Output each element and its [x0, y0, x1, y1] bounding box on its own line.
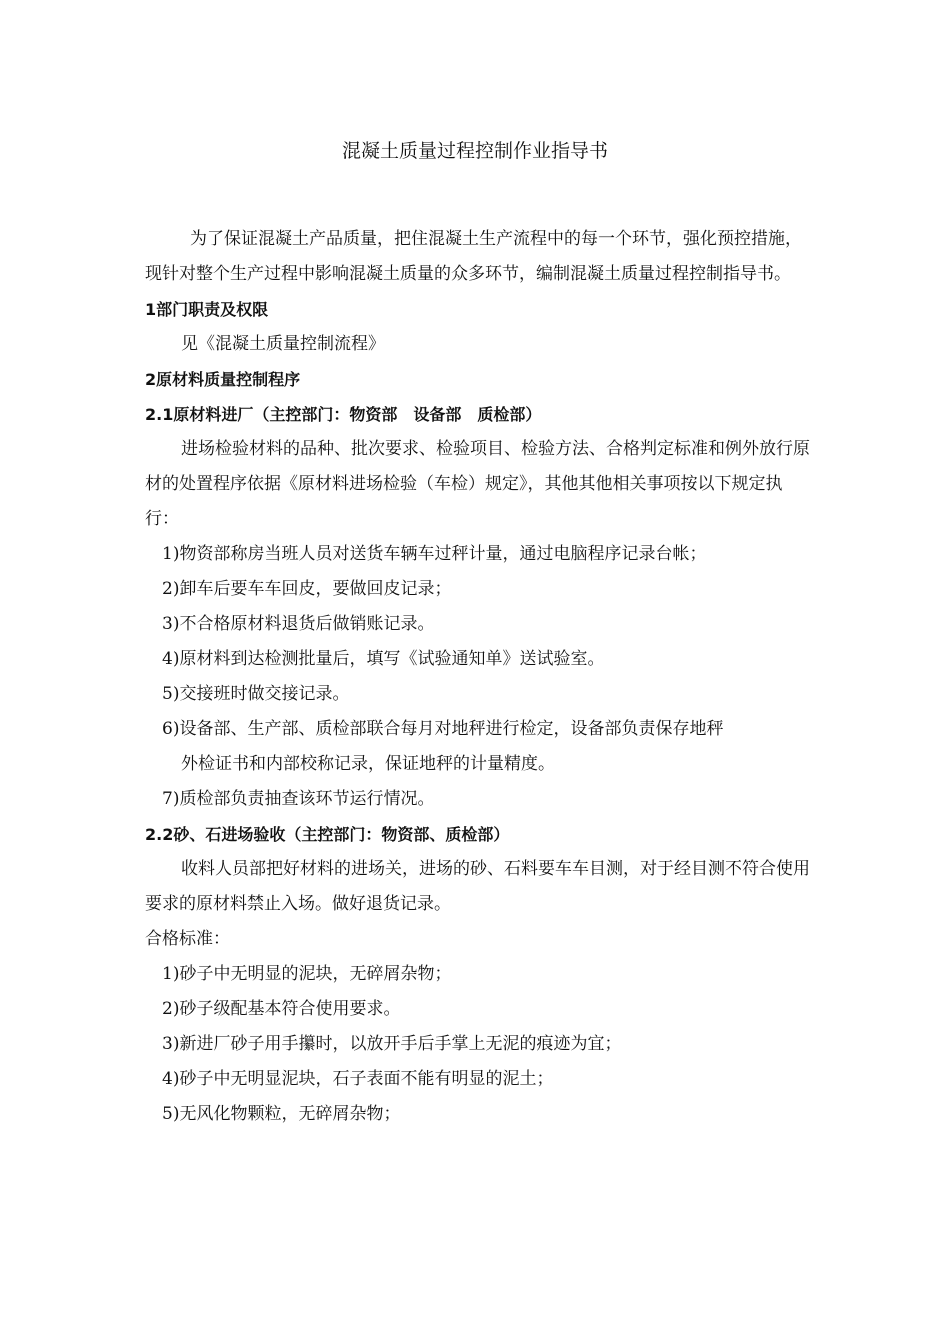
list-item: 4)砂子中无明显泥块，石子表面不能有明显的泥土；	[162, 1069, 554, 1089]
list-item-continuation: 外检证书和内部校称记录，保证地秤的计量精度。	[181, 754, 555, 774]
section-2-heading: 2原材料质量控制程序	[145, 370, 301, 389]
list-item: 7)质检部负责抽查该环节运行情况。	[162, 789, 435, 809]
list-item: 1)砂子中无明显的泥块，无碎屑杂物；	[162, 964, 452, 984]
list-item: 5)无风化物颗粒，无碎屑杂物；	[162, 1104, 401, 1124]
list-item: 4)原材料到达检测批量后，填写《试验通知单》送试验室。	[162, 649, 605, 669]
section-1-text: 见《混凝土质量控制流程》	[181, 334, 385, 354]
list-item: 3)新进厂砂子用手攥时，以放开手后手掌上无泥的痕迹为宜；	[162, 1034, 622, 1054]
section-2-1-paragraph: 进场检验材料的品种、批次要求、检验项目、检验方法、合格判定标准和例外放行原材的处置程序依据《原材料进场检验（车检）规定》，其他其他相关事项按以下规定执行：	[145, 439, 810, 529]
list-item: 1)物资部称房当班人员对送货车辆车过秤计量，通过电脑程序记录台帐；	[162, 544, 707, 564]
section-2-2-heading: 2.2砂、石进场验收（主控部门：物资部、质检部）	[145, 825, 510, 844]
criteria-label: 合格标准：	[145, 929, 230, 949]
list-item: 3)不合格原材料退货后做销账记录。	[162, 614, 435, 634]
document-body	[145, 222, 810, 1132]
list-item: 6)设备部、生产部、质检部联合每月对地秤进行检定，设备部负责保存地秤	[162, 719, 724, 739]
section-1-heading: 1部门职责及权限	[145, 300, 269, 319]
intro-paragraph: 为了保证混凝土产品质量，把住混凝土生产流程中的每一个环节，强化预控措施，现针对整个生产过程中影响混凝土质量的众多环节，编制混凝土质量过程控制指导书。	[145, 229, 802, 284]
list-item: 2)砂子级配基本符合使用要求。	[162, 999, 401, 1019]
document-title: 混凝土质量过程控制作业指导书	[341, 140, 608, 162]
section-2-1-heading: 2.1原材料进厂（主控部门：物资部 设备部 质检部）	[145, 405, 542, 424]
list-item: 5)交接班时做交接记录。	[162, 684, 350, 704]
list-item: 2)卸车后要车车回皮，要做回皮记录；	[162, 579, 452, 599]
section-2-2-paragraph: 收料人员部把好材料的进场关，进场的砂、石料要车车目测，对于经目测不符合使用要求的原材料禁止入场。做好退货记录。	[145, 859, 810, 914]
